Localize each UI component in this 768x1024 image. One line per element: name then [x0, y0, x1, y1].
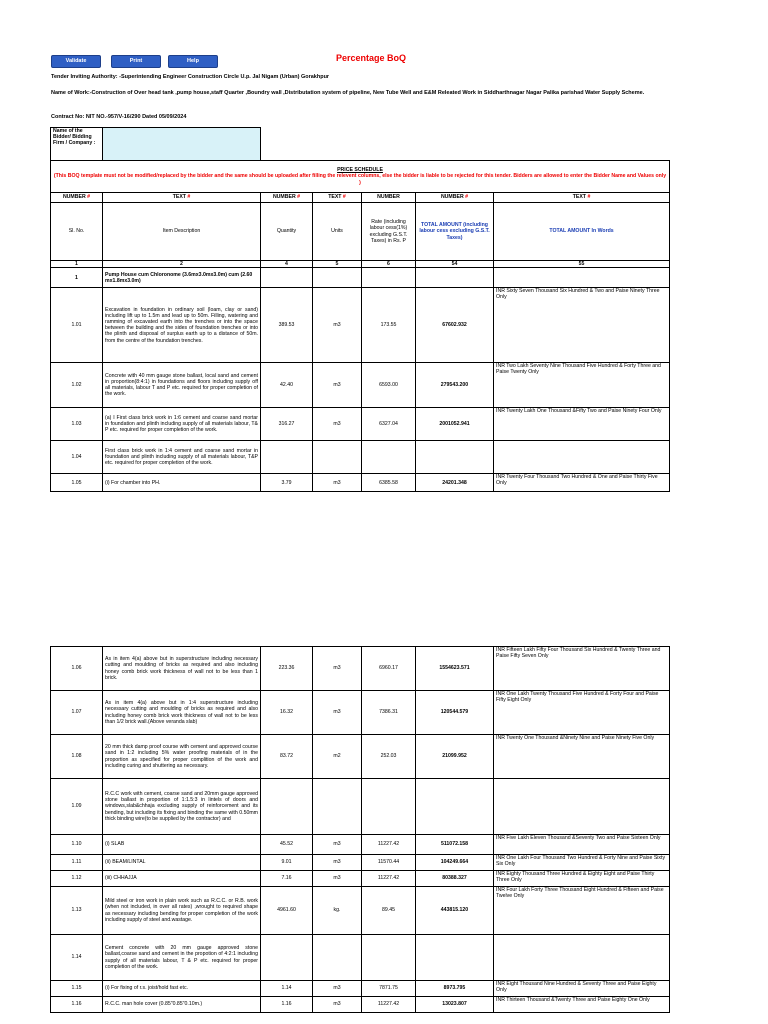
item-number: 1.06: [51, 647, 103, 691]
item-quantity: [261, 779, 313, 835]
col-head-qty: Quantity: [261, 203, 313, 261]
col-number: 1: [51, 261, 103, 268]
column-number-row: [51, 261, 670, 268]
section-number: 1: [51, 268, 103, 288]
tender-authority: Tender Inviting Authority: -Superintending Engineer Construction Circle U.p. Jal Nigam (Urban) Gorakhpur: [51, 74, 330, 80]
item-description: (i) For chamber into PH.: [103, 474, 261, 492]
item-rate: 11227.42: [362, 871, 416, 887]
item-rate: 89.45: [362, 887, 416, 935]
bidder-name-input[interactable]: [103, 128, 261, 161]
item-number: 1.15: [51, 981, 103, 997]
help-button[interactable]: Help: [168, 55, 218, 68]
item-quantity: [261, 441, 313, 474]
item-rate: 6385.58: [362, 474, 416, 492]
item-number: 1.03: [51, 408, 103, 441]
col-number: 5: [313, 261, 362, 268]
item-description: As in item 4(a) above but in superstructure including necessary cutting and moulding of bricks as required and also including honey comb brick work thickness of wall not to be less than 1 brick.: [103, 647, 261, 691]
item-description: (i) For fixing of r.s. joist/hold fast etc.: [103, 981, 261, 997]
item-description: (iii) CHHAJJA: [103, 871, 261, 887]
table-row: [51, 855, 670, 871]
item-total-amount: 104249.664: [416, 855, 494, 871]
item-amount-words: INR Twenty One Thousand &Ninety Nine and Paise Ninety Five Only: [494, 735, 670, 779]
type-label: TEXT: [572, 194, 586, 201]
item-number: 1.04: [51, 441, 103, 474]
col-number: 55: [494, 261, 670, 268]
hash-marker: #: [342, 194, 346, 201]
item-total-amount: 443815.120: [416, 887, 494, 935]
item-number: 1.16: [51, 997, 103, 1013]
col-number: 54: [416, 261, 494, 268]
item-unit: m3: [313, 855, 362, 871]
item-amount-words: INR Fifteen Lakh Fifty Four Thousand Six Hundred & Twenty Three and Paise Fifty Seven Only: [494, 647, 670, 691]
item-total-amount: 24201.348: [416, 474, 494, 492]
item-total-amount: 8973.795: [416, 981, 494, 997]
item-total-amount: [416, 935, 494, 981]
item-description: (a) I First class brick work in 1:6 cement and coarse sand mortar in foundation and plinth including supply of all materials labour, T& P etc. required for proper completion of the work.: [103, 408, 261, 441]
print-button[interactable]: Print: [111, 55, 161, 68]
item-number: 1.07: [51, 691, 103, 735]
template-warning: (This BOQ template must not be modified/replaced by the bidder and the same should be uploaded after filling the relevent columns, else the bidder is liable to be rejected for this tender. Bidders are allowed to enter the Bidder Name and Values only ): [53, 173, 667, 186]
item-unit: m3: [313, 647, 362, 691]
item-rate: 11227.42: [362, 997, 416, 1013]
type-label: NUMBER: [62, 194, 86, 201]
item-quantity: 16.32: [261, 691, 313, 735]
item-unit: [313, 935, 362, 981]
col-head-rate: Rate (including labour cess(1%) excluding G.S.T. Taxes) in Rs. P: [362, 203, 416, 261]
page-title: Percentage BoQ: [336, 53, 407, 63]
item-total-amount: 80388.327: [416, 871, 494, 887]
validate-button[interactable]: Validate: [51, 55, 101, 68]
item-amount-words: INR Five Lakh Eleven Thousand &Seventy Two and Paise Sixteen Only: [494, 835, 670, 855]
col-number: 2: [103, 261, 261, 268]
item-total-amount: 511072.158: [416, 835, 494, 855]
hash-marker: #: [465, 194, 469, 201]
item-description: As in item 4(a) above but in 1:4 superstructure including necessary cutting and moulding of bricks as required and also including honey comb brick work thickness of wall not to be less than 1/2 brick wall.(Above veranda slab): [103, 691, 261, 735]
item-total-amount: 279543.200: [416, 363, 494, 408]
item-rate: 173.55: [362, 288, 416, 363]
item-total-amount: 67602.932: [416, 288, 494, 363]
item-description: Excavation in foundation in ordinary soil (loam, clay or sand) including lift up to 1.5m and lead up to 50m. Filling, watering and ramming of excavated earth into the trenches or into the space between the building and the sides of foundation trenches or into the plinth and disposal of surplus earth up to a distance of 50m. from the centre of the foundation trenches.: [103, 288, 261, 363]
item-unit: [313, 779, 362, 835]
item-amount-words: INR Two Lakh Seventy Nine Thousand Five Hundred & Forty Three and Paise Twenty Only: [494, 363, 670, 408]
item-rate: 11570.44: [362, 855, 416, 871]
col-number: 4: [261, 261, 313, 268]
item-number: 1.08: [51, 735, 103, 779]
col-head-slno: Sl. No.: [51, 203, 103, 261]
item-number: 1.01: [51, 288, 103, 363]
item-total-amount: 21099.952: [416, 735, 494, 779]
item-number: 1.13: [51, 887, 103, 935]
item-description: (i) SLAB: [103, 835, 261, 855]
type-label: TEXT: [328, 194, 342, 201]
item-quantity: 4961.60: [261, 887, 313, 935]
item-amount-words: INR One Lakh Four Thousand Two Hundred & Forty Nine and Paise Sixty Six Only: [494, 855, 670, 871]
item-amount-words: INR Eight Thousand Nine Hundred & Seventy Three and Paise Eighty Only: [494, 981, 670, 997]
item-rate: 7386.31: [362, 691, 416, 735]
item-amount-words: INR Eighty Thousand Three Hundred & Eighty Eight and Paise Thirty Three Only: [494, 871, 670, 887]
item-number: 1.09: [51, 779, 103, 835]
hash-marker: #: [297, 194, 301, 201]
item-amount-words: INR One Lakh Twenty Thousand Five Hundred & Forty Four and Paise Fifty Eight Only: [494, 691, 670, 735]
type-label: TEXT: [172, 194, 186, 201]
boq-table-part1: [50, 127, 670, 492]
item-description: R.C.C work with cement, coarse sand and 20mm gauge approved stone ballast in proportion of 1:1.5:3 in lintels of doors and windows,slab&chhaja excluding supply of reinforcement and its bending, but including its fixing and binding the same with 0.50mm thick binding wire(to be supplied by the contractor) and: [103, 779, 261, 835]
hash-marker: #: [87, 194, 91, 201]
item-unit: m3: [313, 981, 362, 997]
item-quantity: [261, 935, 313, 981]
item-total-amount: 120544.579: [416, 691, 494, 735]
table-row: [51, 408, 670, 441]
item-description: (ii) BEAM/LINTAL: [103, 855, 261, 871]
item-rate: [362, 779, 416, 835]
section-title: Pump House cum Chloronome (3.6mx3.0mx3.0m) cum (2.60 mx1.8mx3.0m): [103, 268, 261, 288]
item-quantity: 7.16: [261, 871, 313, 887]
item-amount-words: INR Twenty Four Thousand Two Hundred & One and Paise Thirty Five Only: [494, 474, 670, 492]
item-quantity: 83.72: [261, 735, 313, 779]
item-description: First class brick work in 1:4 cement and coarse sand mortar in foundation and plinth including supply of all materials labour, T&P etc. required for proper completion of the work.: [103, 441, 261, 474]
item-total-amount: 13023.807: [416, 997, 494, 1013]
item-amount-words: INR Twenty Lakh One Thousand &Fifty Two and Paise Ninety Four Only: [494, 408, 670, 441]
item-amount-words: INR Thirteen Thousand &Twenty Three and Paise Eighty One Only: [494, 997, 670, 1013]
item-unit: m3: [313, 835, 362, 855]
col-head-total: TOTAL AMOUNT (including labour cess excluding G.S.T. Taxes): [416, 203, 494, 261]
item-rate: 6593.00: [362, 363, 416, 408]
item-unit: m3: [313, 871, 362, 887]
item-total-amount: 2001052.941: [416, 408, 494, 441]
table-row: [51, 691, 670, 735]
item-quantity: 316.27: [261, 408, 313, 441]
table-row: [51, 835, 670, 855]
item-quantity: 3.79: [261, 474, 313, 492]
item-rate: 252.03: [362, 735, 416, 779]
hash-marker: #: [587, 194, 591, 201]
item-amount-words: INR Sixty Seven Thousand Six Hundred & Two and Paise Ninety Three Only: [494, 288, 670, 363]
bidder-label: Name of the Bidder/ Bidding Firm / Company :: [51, 128, 103, 161]
item-quantity: 223.36: [261, 647, 313, 691]
item-unit: m3: [313, 474, 362, 492]
table-row: [51, 441, 670, 474]
item-unit: m3: [313, 408, 362, 441]
col-head-desc: Item Description: [103, 203, 261, 261]
item-number: 1.14: [51, 935, 103, 981]
item-quantity: 9.01: [261, 855, 313, 871]
col-number: 6: [362, 261, 416, 268]
item-total-amount: [416, 441, 494, 474]
item-description: Concrete with 40 mm gauge stone ballast, local sand and cement in proportion(8:4:1) in foundations and floors including supply off all materials, labour T and P etc. required for proper completion of the work.: [103, 363, 261, 408]
table-row: [51, 935, 670, 981]
col-head-words: TOTAL AMOUNT In Words: [494, 203, 670, 261]
item-quantity: 42.40: [261, 363, 313, 408]
item-description: R.C.C. man hole cover (0.85"0.85"0.10m.): [103, 997, 261, 1013]
column-type-row: [51, 193, 670, 203]
table-row: [51, 981, 670, 997]
type-label: NUMBER: [377, 194, 400, 201]
item-rate: 6327.04: [362, 408, 416, 441]
item-quantity: 1.14: [261, 981, 313, 997]
item-quantity: 45.52: [261, 835, 313, 855]
table-row: [51, 779, 670, 835]
column-header-row: [51, 203, 670, 261]
item-unit: [313, 441, 362, 474]
price-schedule-title: PRICE SCHEDULE: [337, 167, 383, 174]
item-amount-words: INR Four Lakh Forty Three Thousand Eight Hundred & Fifteen and Paise Twelve Only: [494, 887, 670, 935]
item-rate: 11227.42: [362, 835, 416, 855]
table-row: [51, 871, 670, 887]
item-number: 1.10: [51, 835, 103, 855]
item-unit: m3: [313, 691, 362, 735]
contract-no: Contract No: NIT NO.-957/V-16/290 Dated 05/09/2024: [51, 114, 187, 120]
hash-marker: #: [187, 194, 191, 201]
item-rate: 7871.75: [362, 981, 416, 997]
item-total-amount: [416, 779, 494, 835]
item-unit: m2: [313, 735, 362, 779]
item-number: 1.11: [51, 855, 103, 871]
item-rate: [362, 441, 416, 474]
table-row: [51, 474, 670, 492]
item-quantity: 1.16: [261, 997, 313, 1013]
section-row: [51, 268, 670, 288]
header: [0, 0, 768, 125]
item-description: Cement concrete with 20 mm gauge approved stone ballast,coarse sand and cement in the propotion of 4:2:1 including supply of all materials labour, T & P etc. required for proper completion of the work.: [103, 935, 261, 981]
item-amount-words: [494, 935, 670, 981]
table-row: [51, 363, 670, 408]
table-row: [51, 735, 670, 779]
item-description: 20 mm thick damp proof course with cement and approved course sand in 1:2 including 5% water proofing materials of in the proportion as specified for proper complition of the work and including curing and shuttering as necessary.: [103, 735, 261, 779]
item-rate: 6960.17: [362, 647, 416, 691]
item-unit: m3: [313, 997, 362, 1013]
item-number: 1.02: [51, 363, 103, 408]
item-quantity: 389.53: [261, 288, 313, 363]
item-number: 1.05: [51, 474, 103, 492]
price-schedule-block: [51, 161, 670, 193]
table-row: [51, 288, 670, 363]
table-row: [51, 997, 670, 1013]
work-name: Name of Work:-Construction of Over head tank ,pump house,staff Quarter ,Boundry wall ,Distributation system of pipeline, New Tube Well and E&M Releated Work in Siddharthnagar Nagar Palika parishad Water Supply Scheme.: [51, 90, 645, 96]
item-rate: [362, 935, 416, 981]
item-total-amount: 1554623.571: [416, 647, 494, 691]
item-amount-words: [494, 779, 670, 835]
item-unit: m3: [313, 363, 362, 408]
boq-table-part2: [50, 646, 670, 1013]
type-label: NUMBER: [272, 194, 296, 201]
item-number: 1.12: [51, 871, 103, 887]
table-row: [51, 647, 670, 691]
col-head-units: Units: [313, 203, 362, 261]
item-amount-words: [494, 441, 670, 474]
item-unit: m3: [313, 288, 362, 363]
item-description: Mild steel or iron work in plain work such as R.C.C. or R.B. work (when not included, in over all rates) ,wrought to required shape as necessary including bending for proper completion of the work including supply of steel and.wastage.: [103, 887, 261, 935]
table-row: [51, 887, 670, 935]
item-unit: kg.: [313, 887, 362, 935]
type-label: NUMBER: [440, 194, 464, 201]
